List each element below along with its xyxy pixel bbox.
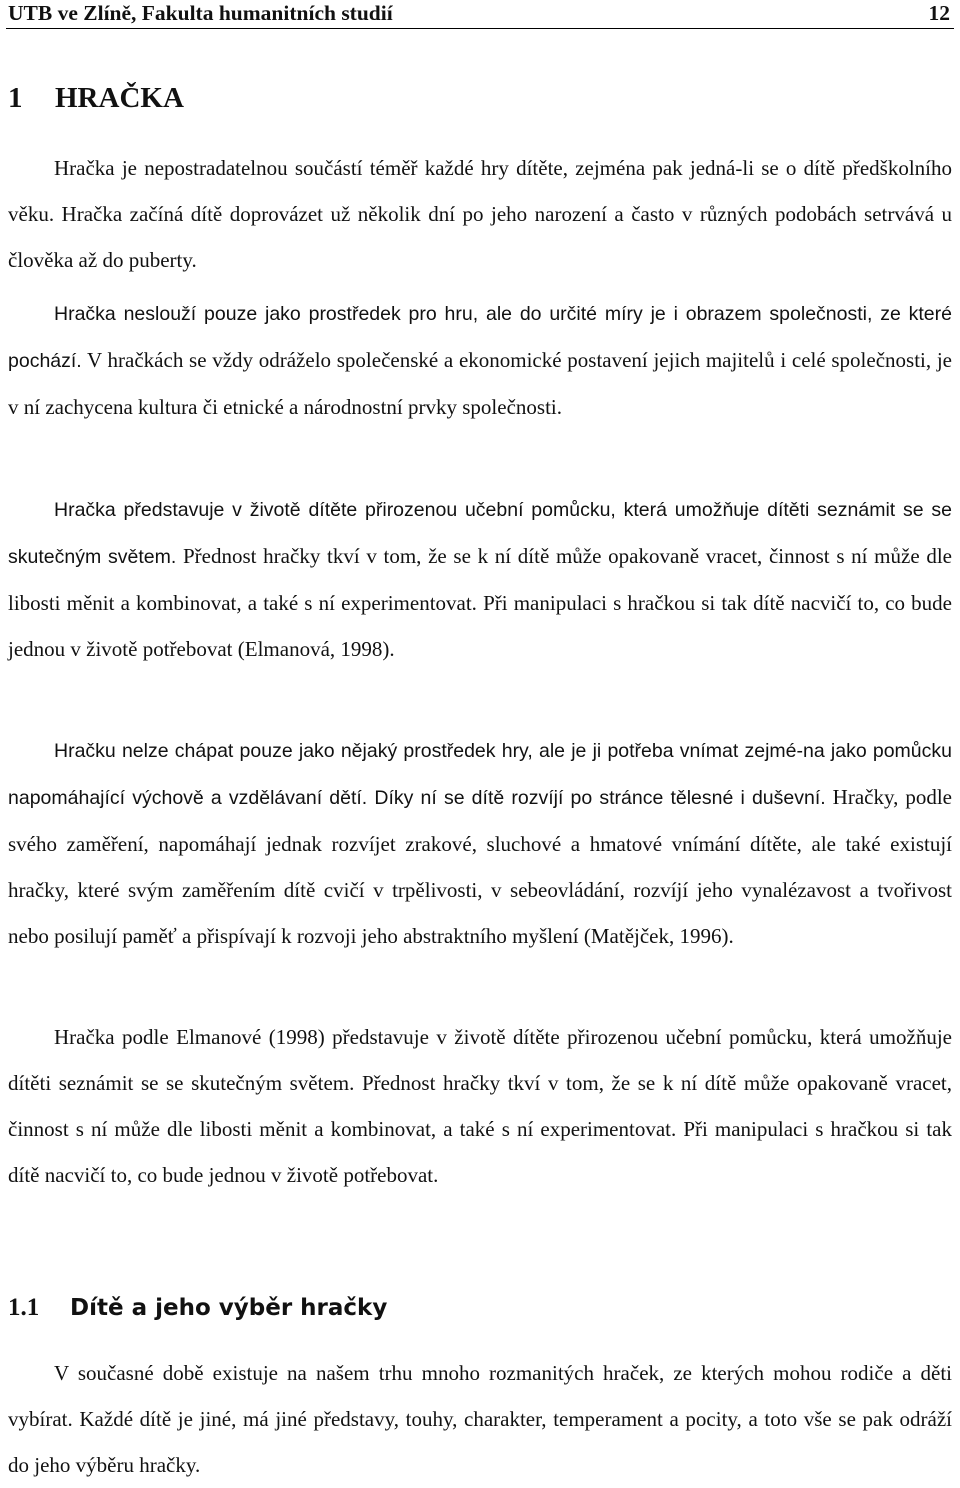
paragraph-text: V hračkách se vždy odráželo společenské a ekonomické postavení jejich majitelů i celé společnosti, je v ní zachycena kultura či etnické a národnostní prvky společnosti. — [8, 348, 952, 419]
paragraph-text-sans: Hračku nelze chápat pouze jako nějaký prostředek hry, ale je ji potřeba vnímat zejmé-na jako pomůcku napomáhající výchově a vzdělávaní dětí. Díky ní se dítě rozvíjí po stránce tělesné i duševní. — [8, 740, 952, 809]
section-title: Dítě a jeho výběr hračky — [70, 1295, 388, 1321]
paragraph-1 — [8, 145, 952, 283]
paragraph-3 — [8, 486, 952, 672]
paragraph-text-mixed — [8, 486, 952, 672]
paragraph-text: V současné době existuje na našem trhu mnoho rozmanitých hraček, ze kterých mohou rodiče a děti vybírat. Každé dítě je jiné, má jiné představy, touhy, charakter, temperament a pocity, a toto vše se pak odráží do jeho výběru hračky. — [8, 1361, 952, 1477]
paragraph-text-mixed — [8, 727, 952, 959]
paragraph-text-sans: Hračka představuje v životě dítěte přirozenou učební pomůcku, která umožňuje dítěti seznámit se se skutečným světem. — [8, 499, 952, 568]
paragraph-text: Přednost hračky tkví v tom, že se k ní dítě může opakovaně vracet, činnost s ní může dle libosti měnit a kombinovat, a také s ní experimentovat. Při manipulaci s hračkou si tak dítě nacvičí to, co bude jednou v životě potřebovat (Elmanová, 1998). — [8, 544, 952, 661]
chapter-title: HRAČKA — [55, 82, 184, 114]
paragraph-text-mixed — [8, 290, 952, 430]
chapter-heading — [8, 78, 184, 118]
chapter-number: 1 — [8, 82, 23, 114]
paragraph-text-sans: Hračka neslouží pouze jako prostředek pro hru, ale do určité míry je i obrazem společnosti, ze které pochází. — [8, 303, 952, 372]
paragraph-2 — [8, 290, 952, 430]
paragraph-4 — [8, 727, 952, 959]
section-heading — [8, 1288, 387, 1328]
header-title: UTB ve Zlíně, Fakulta humanitních studií — [8, 1, 393, 25]
page-header — [6, 0, 954, 29]
paragraph-text: Hračka podle Elmanové (1998) představuje v životě dítěte přirozenou učební pomůcku, která umožňuje dítěti seznámit se se skutečným světem. Přednost hračky tkví v tom, že se k ní dítě může opakovaně vracet, činnost s ní může dle libosti měnit a kombinovat, a také s ní experimentovat. Při manipulaci s hračkou si tak dítě nacvičí to, co bude jednou v životě potřebovat. — [8, 1025, 952, 1187]
section-number: 1.1 — [8, 1294, 40, 1321]
paragraph-6 — [8, 1350, 952, 1488]
page-number: 12 — [928, 1, 950, 25]
paragraph-5 — [8, 1014, 952, 1198]
paragraph-text: Hračky, podle svého zaměření, napomáhají jednak rozvíjet zrakové, sluchové a hmatové vnímání dítěte, ale také existují hračky, které svým zaměřením dítě cvičí v trpělivosti, v sebeovládání, rozvíjí jeho vynalézavost a tvořivost nebo posilují paměť a přispívají k rozvoji jeho abstraktního myšlení (Matějček, 1996). — [8, 785, 952, 948]
paragraph-text: Hračka je nepostradatelnou součástí téměř každé hry dítěte, zejména pak jedná-li se o dítě předškolního věku. Hračka začíná dítě doprovázet už několik dní po jeho narození a často v různých podobách setrvává u člověka až do puberty. — [8, 156, 952, 272]
